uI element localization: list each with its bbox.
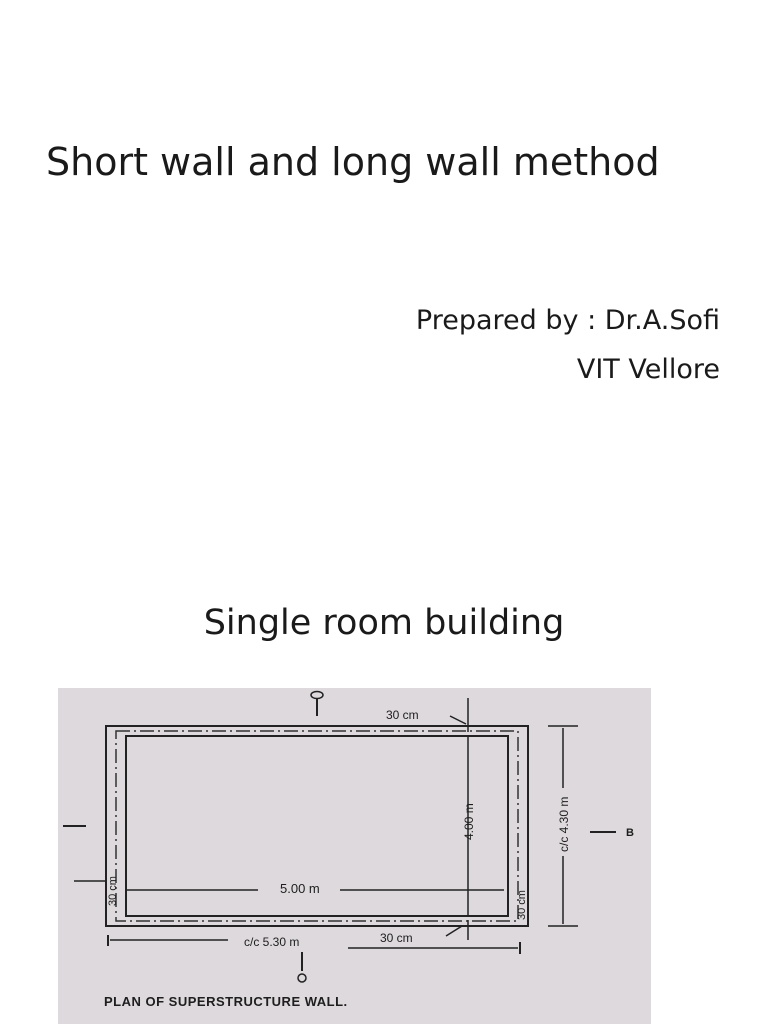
bottom-thickness-leader — [446, 926, 462, 936]
slide-subtitle: Single room building — [203, 603, 565, 643]
author-line: Prepared by : Dr.A.Sofi — [415, 305, 720, 336]
drawing-caption: PLAN OF SUPERSTRUCTURE WALL. — [104, 994, 348, 1009]
inner-width-label: 4.00 m — [462, 803, 476, 840]
left-wall-thickness-label: 30 cm — [107, 876, 119, 906]
section-marker-bottom-head — [298, 974, 306, 982]
bottom-wall-thickness-label: 30 cm — [380, 931, 413, 945]
institution-line: VIT Vellore — [576, 354, 720, 385]
section-marker-top-head — [311, 692, 323, 699]
top-wall-thickness-label: 30 cm — [386, 708, 419, 722]
floor-plan-drawing — [58, 688, 651, 1024]
right-wall-thickness-label: 30 cm — [516, 890, 528, 920]
cc-length-label: c/c 5.30 m — [244, 935, 300, 949]
slide-title: Short wall and long wall method — [46, 140, 660, 184]
floor-plan-photo — [58, 688, 651, 1024]
inner-length-label: 5.00 m — [280, 881, 320, 896]
section-b-label: B — [626, 827, 634, 839]
top-thickness-leader — [450, 716, 466, 724]
cc-width-label: c/c 4.30 m — [557, 796, 571, 852]
